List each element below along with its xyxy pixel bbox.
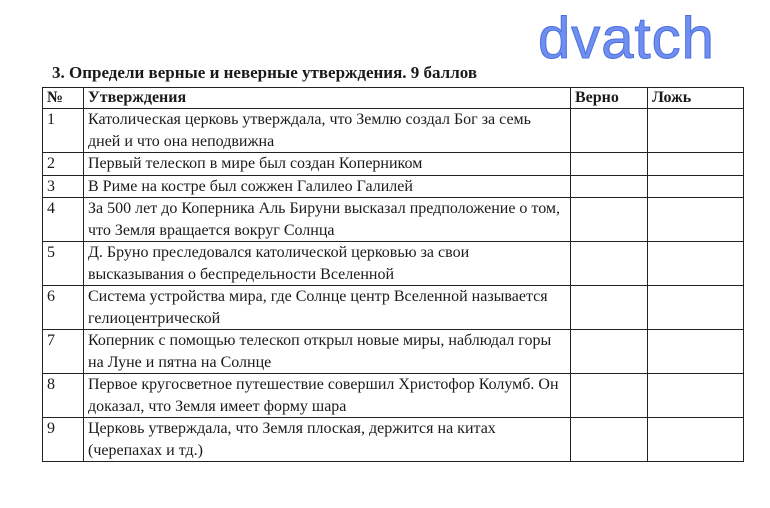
true-answer-cell[interactable] (571, 109, 648, 153)
header-true: Верно (571, 88, 648, 109)
false-answer-cell[interactable] (648, 153, 744, 176)
table-row (43, 109, 744, 153)
row-statement: Первый телескоп в мире был создан Коперником (84, 153, 571, 176)
row-number: 5 (43, 242, 84, 286)
row-statement: Коперник с помощью телескоп открыл новые миры, наблюдал горы на Луне и пятна на Солнце (84, 330, 571, 374)
row-statement: За 500 лет до Коперника Аль Бируни высказал предположение о том, что Земля вращается вокруг Солнца (84, 198, 571, 242)
true-answer-cell[interactable] (571, 286, 648, 330)
false-answer-cell[interactable] (648, 175, 744, 198)
header-statement: Утверждения (84, 88, 571, 109)
table-row (43, 198, 744, 242)
true-answer-cell[interactable] (571, 175, 648, 198)
table-row (43, 330, 744, 374)
true-answer-cell[interactable] (571, 330, 648, 374)
false-answer-cell[interactable] (648, 286, 744, 330)
task-title: 3. Определи верные и неверные утверждения. 9 баллов (52, 63, 478, 82)
table-row (43, 286, 744, 330)
row-number: 1 (43, 109, 84, 153)
false-answer-cell[interactable] (648, 330, 744, 374)
statements-table (42, 87, 744, 462)
table-row (43, 175, 744, 198)
row-number: 6 (43, 286, 84, 330)
false-answer-cell[interactable] (648, 109, 744, 153)
table-row (43, 374, 744, 418)
false-answer-cell[interactable] (648, 242, 744, 286)
row-number: 9 (43, 418, 84, 462)
watermark-logo: dvatch (538, 6, 715, 71)
row-number: 2 (43, 153, 84, 176)
table-header-row (43, 88, 744, 109)
row-statement: Система устройства мира, где Солнце центр Вселенной называется гелиоцентрической (84, 286, 571, 330)
header-number: № (43, 88, 84, 109)
header-false: Ложь (648, 88, 744, 109)
false-answer-cell[interactable] (648, 374, 744, 418)
row-statement: В Риме на костре был сожжен Галилео Галилей (84, 175, 571, 198)
row-statement: Первое кругосветное путешествие совершил Христофор Колумб. Он доказал, что Земля имеет форму шара (84, 374, 571, 418)
row-statement: Церковь утверждала, что Земля плоская, держится на китах (черепахах и тд.) (84, 418, 571, 462)
false-answer-cell[interactable] (648, 198, 744, 242)
true-answer-cell[interactable] (571, 242, 648, 286)
true-answer-cell[interactable] (571, 418, 648, 462)
table-row (43, 418, 744, 462)
table-row (43, 153, 744, 176)
true-answer-cell[interactable] (571, 198, 648, 242)
row-statement: Католическая церковь утверждала, что Землю создал Бог за семь дней и что она неподвижна (84, 109, 571, 153)
row-number: 3 (43, 175, 84, 198)
false-answer-cell[interactable] (648, 418, 744, 462)
true-answer-cell[interactable] (571, 374, 648, 418)
true-answer-cell[interactable] (571, 153, 648, 176)
row-number: 4 (43, 198, 84, 242)
row-number: 7 (43, 330, 84, 374)
row-number: 8 (43, 374, 84, 418)
row-statement: Д. Бруно преследовался католической церковью за свои высказывания о беспредельности Вселенной (84, 242, 571, 286)
table-row (43, 242, 744, 286)
